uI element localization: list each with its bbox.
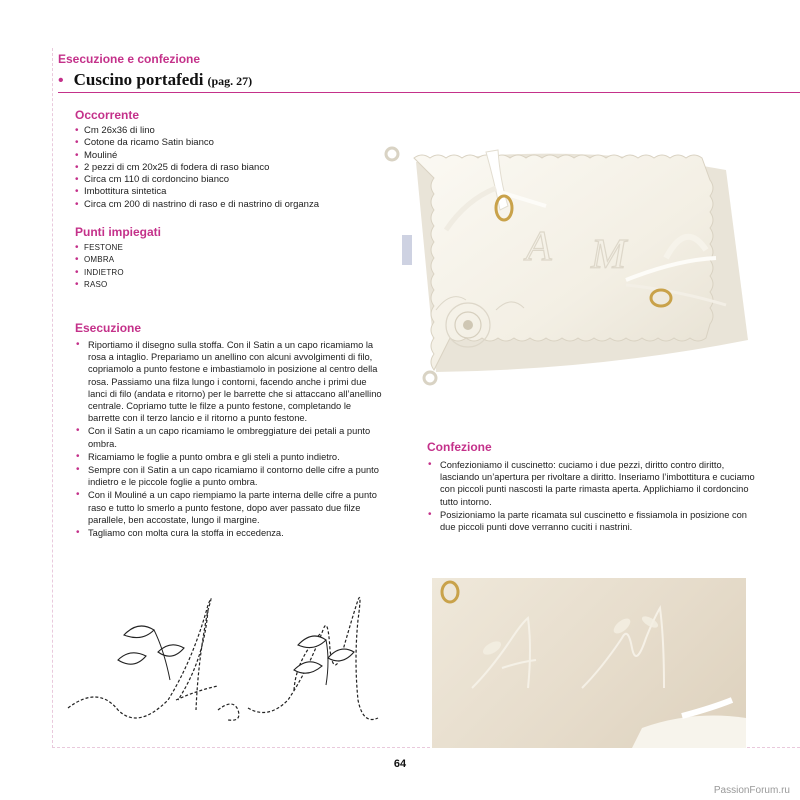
ring-pillow-illustration — [376, 140, 776, 400]
embroidery-pattern — [58, 590, 418, 740]
page-reference: (pag. 27) — [207, 74, 253, 88]
confezione-heading: Confezione — [427, 440, 492, 454]
title-bullet: • — [58, 72, 64, 89]
esecuzione-list — [75, 339, 385, 540]
closeup-illustration — [432, 578, 746, 748]
esecuzione-heading: Esecuzione — [75, 321, 142, 335]
list-item: • Con il Mouliné a un capo riempiamo la parte interna delle cifre a punto raso e tutto lo smerlo a punto festone, dopo aver passato due filze parallele, ben accostate, lungo il margine. — [75, 489, 385, 526]
title-divider — [58, 92, 800, 93]
list-item: • Con il Satin a un capo ricamiamo le ombreggiature dei petali a punto ombra. — [75, 425, 385, 449]
punti-heading: Punti impiegati — [75, 225, 162, 239]
list-item: • Circa cm 110 di cordoncino bianco — [75, 174, 375, 186]
page-number: 64 — [393, 758, 407, 770]
list-item: • Mouliné — [75, 150, 375, 162]
monogram-pattern-drawing — [58, 590, 418, 740]
list-item: • Sempre con il Satin a un capo ricamiamo il contorno delle cifre a punto indietro e le piccole foglie a punto ombra. — [75, 464, 385, 488]
list-item: • Ricamiamo le foglie a punto ombra e gli steli a punto indietro. — [75, 451, 385, 463]
list-item: • OMBRA — [75, 254, 275, 266]
confezione-list — [427, 459, 757, 534]
list-item: • 2 pezzi di cm 20x25 di fodera di raso bianco — [75, 162, 375, 174]
list-item: • Cm 26x36 di lino — [75, 125, 375, 137]
list-item: • Riportiamo il disegno sulla stoffa. Con il Satin a un capo ricamiamo la rosa a intaglio. Prepariamo un anellino con alcuni avvolgimenti di filo, copriamolo a punto festone e imbastiamolo in posizione al centro della rosa. Passiamo una filza lungo i contorni, facendo anche i primi due lanci di filo (andata e ritorno) per le barrette che si attaccano all’anellino centrale. Copriamo tutte le filze a punto festone, completando le barrette con il terzo lancio e il ritorno a punto festone. — [75, 339, 385, 424]
occorrente-heading: Occorrente — [75, 108, 140, 122]
list-item: • Confezioniamo il cuscinetto: cuciamo i due pezzi, diritto contro diritto, lasciando un’apertura per rivoltare a diritto. Inseriamo l’imbottitura e cuciamo con piccoli punti nascosti la parte rimasta aperta. Applichiamo il cordoncino tutto intorno. — [427, 459, 757, 508]
pillow-photo — [376, 140, 776, 400]
list-item: • INDIETRO — [75, 267, 275, 279]
list-item: • RASO — [75, 279, 275, 291]
list-item: • Imbottitura sintetica — [75, 186, 375, 198]
punti-list — [75, 242, 275, 291]
occorrente-list — [75, 125, 375, 211]
list-item: • Cotone da ricamo Satin bianco — [75, 137, 375, 149]
page-title: Cuscino portafedi — [73, 70, 204, 89]
title-row — [58, 70, 252, 90]
embroidery-closeup-photo — [432, 578, 746, 748]
list-item: • Tagliamo con molta cura la stoffa in eccedenza. — [75, 527, 385, 539]
svg-text:M: M — [591, 232, 626, 278]
list-item: • Posizioniamo la parte ricamata sul cuscinetto e fissiamola in posizione con due piccoli punti dove verranno cuciti i nastrini. — [427, 509, 757, 533]
list-item: • FESTONE — [75, 242, 275, 254]
list-item: • Circa cm 200 di nastrino di raso e di nastrino di organza — [75, 199, 375, 211]
svg-text:A: A — [526, 224, 552, 270]
watermark: PassionForum.ru — [713, 785, 790, 796]
section-label: Esecuzione e confezione — [58, 52, 201, 66]
